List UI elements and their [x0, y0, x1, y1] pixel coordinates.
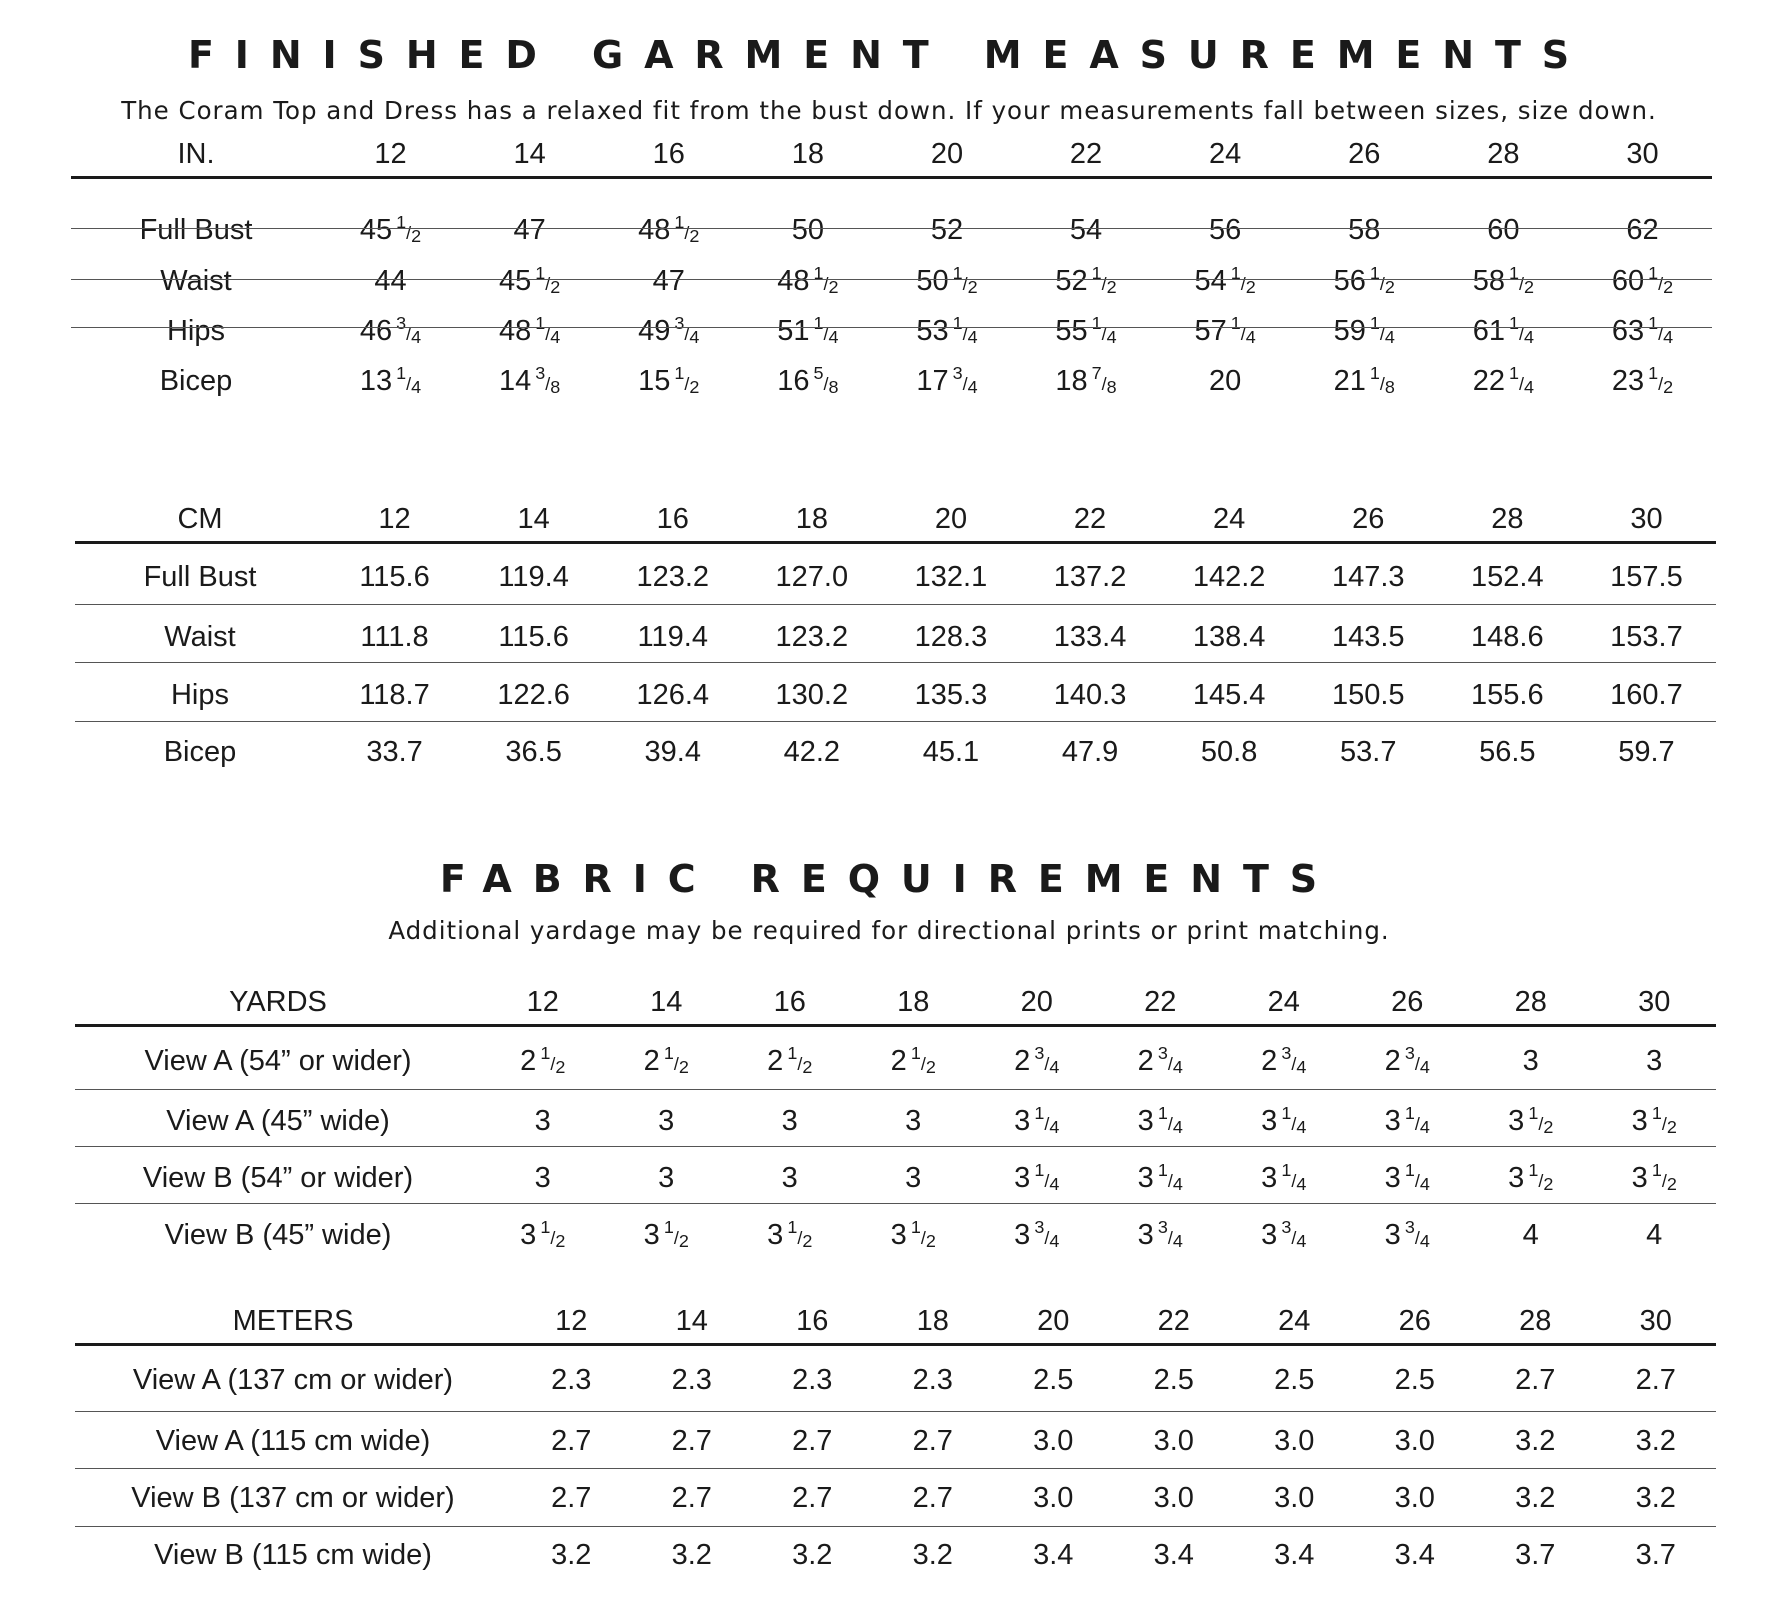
- measurement-cell: 2.5: [1274, 1363, 1315, 1396]
- measurement-cell: 2 3/4: [1137, 1042, 1183, 1078]
- measurement-cell: 2 3/4: [1384, 1042, 1430, 1078]
- size-header: 28: [1514, 985, 1547, 1018]
- size-header: 22: [1073, 502, 1107, 535]
- unit-label: IN.: [177, 137, 215, 170]
- measurement-cell: 50 1/2: [916, 262, 978, 298]
- row-label: Waist: [164, 620, 236, 653]
- fraction: 1/2: [540, 1042, 566, 1078]
- measurement-cell: 3 1/2: [520, 1216, 566, 1252]
- measurement-cell: 2.7: [551, 1481, 592, 1514]
- measurement-cell: 3: [534, 1161, 551, 1194]
- fraction: 1/4: [1230, 312, 1256, 348]
- row-label: View B (115 cm wide): [154, 1538, 432, 1571]
- fraction: 1/4: [1404, 1159, 1430, 1195]
- measurement-cell: 147.3: [1331, 560, 1405, 593]
- measurement-cell: 17 3/4: [916, 362, 978, 398]
- size-header: 28: [1519, 1304, 1552, 1337]
- size-header: 18: [897, 985, 930, 1018]
- measurement-cell: 127.0: [775, 560, 849, 593]
- measurement-cell: 3.0: [1394, 1481, 1435, 1514]
- fraction: 1/2: [1091, 262, 1117, 298]
- unit-label: METERS: [232, 1304, 354, 1337]
- measurement-cell: 3 1/4: [1014, 1159, 1060, 1195]
- measurement-cell: 2.5: [1394, 1363, 1435, 1396]
- measurement-cell: 56.5: [1479, 735, 1536, 768]
- measurement-cell: 119.4: [637, 620, 708, 653]
- measurement-cell: 2 3/4: [1014, 1042, 1060, 1078]
- measurement-cell: 2 1/2: [767, 1042, 813, 1078]
- table-header-row: [75, 1299, 1716, 1346]
- measurement-cell: 3: [905, 1161, 922, 1194]
- measurement-cell: 54: [1069, 213, 1103, 246]
- measurement-cell: 2.3: [671, 1363, 712, 1396]
- fraction: 1/2: [535, 262, 561, 298]
- measurement-cell: 137.2: [1053, 560, 1127, 593]
- fraction: 1/2: [1230, 262, 1256, 298]
- measurement-cell: 60: [1487, 213, 1520, 246]
- measurement-cell: 150.5: [1331, 678, 1405, 711]
- measurement-cell: 3: [658, 1161, 675, 1194]
- measurement-cell: 63 1/4: [1611, 312, 1674, 348]
- measurement-cell: 135.3: [914, 678, 988, 711]
- measurement-cell: 152.4: [1471, 560, 1544, 593]
- fraction: 1/2: [674, 362, 700, 398]
- measurement-cell: 55 1/4: [1055, 312, 1117, 348]
- size-header: 30: [1639, 1304, 1672, 1337]
- fraction: 1/2: [1648, 362, 1674, 398]
- measurement-cell: 45.1: [922, 735, 980, 768]
- measurement-cell: 57 1/4: [1194, 312, 1256, 348]
- fraction: 3/4: [674, 312, 700, 348]
- size-header: 12: [526, 985, 559, 1018]
- measurement-cell: 3 1/4: [1384, 1159, 1430, 1195]
- measurement-cell: 143.5: [1331, 620, 1405, 653]
- size-header: 26: [1348, 137, 1381, 170]
- measurement-cell: 49 3/4: [638, 312, 700, 348]
- fraction: 1/2: [663, 1216, 689, 1252]
- size-header: 26: [1398, 1304, 1431, 1337]
- fabric-requirements-title: FABRIC REQUIREMENTS: [439, 857, 1339, 901]
- fraction: 3/4: [1404, 1216, 1430, 1252]
- fraction: 1/2: [910, 1216, 936, 1252]
- measurement-cell: 3.0: [1153, 1481, 1194, 1514]
- fraction: 1/4: [1034, 1102, 1060, 1138]
- measurement-cell: 50.8: [1200, 735, 1258, 768]
- unit-label: YARDS: [229, 985, 327, 1018]
- fraction: 3/4: [1034, 1216, 1060, 1252]
- measurement-cell: 4: [1522, 1218, 1539, 1251]
- measurement-cell: 48 1/2: [777, 262, 839, 298]
- size-header: 18: [916, 1304, 949, 1337]
- fraction: 1/2: [1528, 1159, 1554, 1195]
- fraction: 1/4: [1157, 1159, 1183, 1195]
- measurement-cell: 48 1/4: [499, 312, 561, 348]
- fraction: 3/4: [396, 312, 422, 348]
- measurement-cell: 3 1/4: [1384, 1102, 1430, 1138]
- fraction: 1/2: [910, 1042, 936, 1078]
- size-header: 14: [513, 137, 546, 170]
- measurement-cell: 3 1/2: [1631, 1159, 1677, 1195]
- row-label: View B (137 cm or wider): [131, 1481, 455, 1514]
- measurement-cell: 130.2: [775, 678, 849, 711]
- row-divider: [75, 1411, 1716, 1412]
- fraction: 3/8: [535, 362, 561, 398]
- measurement-cell: 42.2: [783, 735, 841, 768]
- measurement-cell: 23 1/2: [1611, 362, 1674, 398]
- measurement-cell: 3 1/4: [1137, 1102, 1183, 1138]
- fraction: 3/4: [1404, 1042, 1430, 1078]
- table-row: [75, 1419, 1716, 1463]
- measurement-cell: 2.3: [912, 1363, 953, 1396]
- measurement-cell: 53 1/4: [916, 312, 978, 348]
- size-header: 28: [1491, 502, 1524, 535]
- measurement-cell: 44: [374, 264, 407, 297]
- measurement-cell: 3 3/4: [1384, 1216, 1430, 1252]
- measurement-cell: 2.7: [551, 1424, 592, 1457]
- measurement-cell: 142.2: [1192, 560, 1266, 593]
- measurement-cell: 59.7: [1618, 735, 1675, 768]
- unit-label: CM: [177, 502, 223, 535]
- measurement-cell: 3.4: [1033, 1538, 1074, 1571]
- measurement-cell: 39.4: [644, 735, 701, 768]
- size-header: 24: [1209, 137, 1242, 170]
- measurement-cell: 58 1/2: [1472, 262, 1534, 298]
- measurement-cell: 3 3/4: [1261, 1216, 1307, 1252]
- measurement-cell: 3: [1646, 1044, 1663, 1077]
- size-header: 16: [773, 985, 806, 1018]
- measurement-cell: 3: [534, 1104, 551, 1137]
- fraction: 3/4: [1281, 1042, 1307, 1078]
- measurement-cell: 3.0: [1274, 1481, 1315, 1514]
- measurement-cell: 60 1/2: [1611, 262, 1674, 298]
- measurement-cell: 3 1/4: [1137, 1159, 1183, 1195]
- row-label: Waist: [160, 264, 232, 297]
- fraction: 5/8: [813, 362, 839, 398]
- garment-measurements-title: FINISHED GARMENT MEASUREMENTS: [187, 33, 1591, 77]
- fraction: 1/2: [1651, 1159, 1677, 1195]
- fraction: 7/8: [1091, 362, 1117, 398]
- row-label: Hips: [170, 678, 229, 711]
- measurement-cell: 45 1/2: [359, 211, 422, 247]
- measurement-cell: 3.2: [912, 1538, 953, 1571]
- measurement-cell: 53.7: [1340, 735, 1397, 768]
- size-header: 14: [675, 1304, 708, 1337]
- measurement-cell: 3.7: [1515, 1538, 1556, 1571]
- measurement-cell: 126.4: [636, 678, 710, 711]
- size-header: 30: [1638, 985, 1671, 1018]
- measurement-cell: 2.7: [671, 1424, 712, 1457]
- measurement-cell: 2.7: [792, 1424, 833, 1457]
- measurement-cell: 119.4: [498, 560, 569, 593]
- fraction: 3/4: [1157, 1216, 1183, 1252]
- measurement-cell: 3.0: [1274, 1424, 1315, 1457]
- measurement-cell: 59 1/4: [1333, 312, 1395, 348]
- size-header: 16: [656, 502, 689, 535]
- measurement-cell: 2.7: [671, 1481, 712, 1514]
- fraction: 1/2: [540, 1216, 566, 1252]
- measurement-cell: 3.2: [792, 1538, 833, 1571]
- measurement-cell: 3.2: [1515, 1424, 1556, 1457]
- measurement-cell: 3.4: [1394, 1538, 1435, 1571]
- fraction: 1/2: [674, 211, 700, 247]
- row-label: View B (54” or wider): [142, 1161, 414, 1194]
- fraction: 1/2: [1648, 262, 1674, 298]
- row-label: View B (45” wide): [164, 1218, 392, 1251]
- fraction: 1/4: [1508, 362, 1534, 398]
- size-header: 12: [374, 137, 407, 170]
- measurement-cell: 155.6: [1471, 678, 1544, 711]
- measurement-cell: 14 3/8: [499, 362, 561, 398]
- size-header: 14: [517, 502, 550, 535]
- size-header: 12: [555, 1304, 588, 1337]
- measurement-cell: 2.7: [912, 1424, 953, 1457]
- measurement-cell: 3 1/2: [1631, 1102, 1677, 1138]
- measurement-cell: 56 1/2: [1333, 262, 1395, 298]
- size-header: 16: [796, 1304, 829, 1337]
- measurement-cell: 118.7: [359, 678, 430, 711]
- measurement-cell: 3.2: [1635, 1481, 1676, 1514]
- size-header: 20: [1037, 1304, 1070, 1337]
- measurement-cell: 52: [930, 213, 964, 246]
- measurement-cell: 36.5: [505, 735, 562, 768]
- fraction: 1/4: [1034, 1159, 1060, 1195]
- measurement-cell: 58: [1348, 213, 1381, 246]
- row-divider: [75, 1526, 1716, 1527]
- measurement-cell: 3.2: [671, 1538, 712, 1571]
- measurement-cell: 45 1/2: [499, 262, 561, 298]
- measurement-cell: 132.1: [914, 560, 988, 593]
- measurement-cell: 48 1/2: [638, 211, 700, 247]
- measurement-cell: 160.7: [1610, 678, 1683, 711]
- measurement-cell: 3 1/4: [1014, 1102, 1060, 1138]
- measurement-cell: 3.2: [1635, 1424, 1676, 1457]
- fraction: 1/4: [1091, 312, 1117, 348]
- measurement-cell: 3.0: [1153, 1424, 1194, 1457]
- size-header: 22: [1157, 1304, 1190, 1337]
- size-header: 26: [1352, 502, 1385, 535]
- measurement-cell: 122.6: [497, 678, 570, 711]
- measurement-cell: 3.0: [1033, 1424, 1074, 1457]
- fraction: 1/4: [1281, 1102, 1307, 1138]
- measurement-cell: 133.4: [1053, 620, 1127, 653]
- measurement-cell: 128.3: [914, 620, 988, 653]
- measurement-cell: 145.4: [1192, 678, 1266, 711]
- row-label: Bicep: [159, 364, 233, 397]
- measurement-cell: 138.4: [1192, 620, 1266, 653]
- measurement-cell: 33.7: [366, 735, 423, 768]
- measurement-cell: 47: [513, 213, 546, 246]
- measurement-cell: 3.2: [1515, 1481, 1556, 1514]
- row-label: View A (45” wide): [166, 1104, 390, 1137]
- fraction: 1/4: [1648, 312, 1674, 348]
- size-header: 12: [378, 502, 411, 535]
- measurement-cell: 3 3/4: [1014, 1216, 1060, 1252]
- measurement-cell: 3 1/2: [643, 1216, 689, 1252]
- measurement-cell: 2.5: [1033, 1363, 1074, 1396]
- size-header: 20: [930, 137, 964, 170]
- measurement-cell: 3: [905, 1104, 922, 1137]
- row-label: Full Bust: [143, 560, 257, 593]
- size-header: 20: [934, 502, 968, 535]
- size-header: 14: [650, 985, 683, 1018]
- measurement-cell: 61 1/4: [1472, 312, 1534, 348]
- fraction: 1/2: [663, 1042, 689, 1078]
- measurement-cell: 115.6: [359, 560, 430, 593]
- measurement-cell: 46 3/4: [359, 312, 422, 348]
- fraction: 1/4: [813, 312, 839, 348]
- fraction: 1/2: [1651, 1102, 1677, 1138]
- measurement-cell: 2 3/4: [1261, 1042, 1307, 1078]
- measurement-cell: 2.7: [1515, 1363, 1556, 1396]
- fraction: 1/4: [1157, 1102, 1183, 1138]
- fraction: 3/4: [1281, 1216, 1307, 1252]
- measurement-cell: 3.0: [1394, 1424, 1435, 1457]
- measurement-cell: 153.7: [1610, 620, 1683, 653]
- fraction: 1/2: [1508, 262, 1534, 298]
- fraction: 1/2: [813, 262, 839, 298]
- fraction: 1/4: [1404, 1102, 1430, 1138]
- fraction: 1/4: [952, 312, 978, 348]
- fraction: 1/8: [1369, 362, 1395, 398]
- fabric-requirements-subtitle: Additional yardage may be required for directional prints or print matching.: [388, 916, 1390, 945]
- row-label: Hips: [166, 314, 225, 347]
- measurement-cell: 2 1/2: [520, 1042, 566, 1078]
- size-header: 28: [1487, 137, 1520, 170]
- row-label: View A (54” or wider): [144, 1044, 412, 1077]
- fraction: 1/4: [1508, 312, 1534, 348]
- measurement-cell: 2.7: [1635, 1363, 1676, 1396]
- measurement-cell: 3: [781, 1104, 798, 1137]
- measurement-cell: 13 1/4: [359, 362, 422, 398]
- measurement-cell: 3 1/2: [767, 1216, 813, 1252]
- measurement-cell: 16 5/8: [777, 362, 839, 398]
- measurement-cell: 3 1/2: [890, 1216, 936, 1252]
- measurement-cell: 3 3/4: [1137, 1216, 1183, 1252]
- measurement-cell: 3.7: [1635, 1538, 1676, 1571]
- size-header: 22: [1144, 985, 1177, 1018]
- measurement-cell: 2 1/2: [890, 1042, 936, 1078]
- measurement-cell: 3 1/4: [1261, 1102, 1307, 1138]
- row-label: View A (137 cm or wider): [132, 1363, 454, 1396]
- measurement-cell: 51 1/4: [777, 312, 839, 348]
- row-label: Bicep: [163, 735, 237, 768]
- measurement-cell: 47.9: [1061, 735, 1119, 768]
- size-header: 24: [1278, 1304, 1311, 1337]
- measurement-cell: 47: [652, 264, 685, 297]
- size-header: 18: [795, 502, 828, 535]
- size-header: 16: [652, 137, 685, 170]
- measurement-cell: 50: [791, 213, 824, 246]
- measurement-cell: 3: [781, 1161, 798, 1194]
- measurement-cell: 123.2: [775, 620, 849, 653]
- measurement-cell: 15 1/2: [638, 362, 700, 398]
- measurement-cell: 3 1/2: [1508, 1159, 1554, 1195]
- table-row: [75, 1358, 1716, 1402]
- measurement-cell: 2.5: [1153, 1363, 1194, 1396]
- fraction: 1/2: [1369, 262, 1395, 298]
- measurement-cell: 52 1/2: [1055, 262, 1117, 298]
- measurement-cell: 140.3: [1053, 678, 1127, 711]
- measurement-cell: 4: [1646, 1218, 1663, 1251]
- fraction: 1/4: [535, 312, 561, 348]
- size-header: 30: [1626, 137, 1659, 170]
- measurement-cell: 2.7: [912, 1481, 953, 1514]
- fraction: 3/4: [1034, 1042, 1060, 1078]
- size-header: 18: [791, 137, 824, 170]
- size-header: 24: [1213, 502, 1246, 535]
- fraction: 3/4: [952, 362, 978, 398]
- measurement-cell: 111.8: [360, 620, 429, 653]
- fraction: 1/4: [396, 362, 422, 398]
- measurement-cell: 20: [1209, 364, 1242, 397]
- size-header: 20: [1020, 985, 1053, 1018]
- measurement-cell: 18 7/8: [1055, 362, 1117, 398]
- fraction: 1/2: [787, 1216, 813, 1252]
- fraction: 1/2: [952, 262, 978, 298]
- meters-table: [75, 0, 1716, 1598]
- size-header: 30: [1630, 502, 1663, 535]
- garment-measurements-subtitle: The Coram Top and Dress has a relaxed fit from the bust down. If your measurements fall between sizes, size down.: [121, 96, 1657, 125]
- row-label: Full Bust: [139, 213, 253, 246]
- measurement-cell: 22 1/4: [1472, 362, 1534, 398]
- table-row: [75, 1476, 1716, 1520]
- measurement-cell: 3.4: [1274, 1538, 1315, 1571]
- measurement-cell: 2.7: [792, 1481, 833, 1514]
- measurement-cell: 3.2: [551, 1538, 592, 1571]
- measurement-cell: 62: [1626, 213, 1659, 246]
- fraction: 1/2: [1528, 1102, 1554, 1138]
- row-label: View A (115 cm wide): [155, 1424, 431, 1457]
- measurement-cell: 3 1/2: [1508, 1102, 1554, 1138]
- measurement-cell: 2.3: [792, 1363, 833, 1396]
- measurement-cell: 115.6: [498, 620, 569, 653]
- measurement-cell: 2 1/2: [643, 1042, 689, 1078]
- fraction: 1/4: [1369, 312, 1395, 348]
- fraction: 1/2: [787, 1042, 813, 1078]
- measurement-cell: 3.0: [1033, 1481, 1074, 1514]
- size-header: 24: [1267, 985, 1300, 1018]
- fraction: 1/4: [1281, 1159, 1307, 1195]
- fraction: 1/2: [396, 211, 422, 247]
- measurement-cell: 56: [1209, 213, 1242, 246]
- measurement-cell: 123.2: [636, 560, 710, 593]
- measurement-cell: 3: [1522, 1044, 1539, 1077]
- measurement-cell: 21 1/8: [1333, 362, 1395, 398]
- size-header: 22: [1069, 137, 1103, 170]
- measurement-cell: 3.4: [1153, 1538, 1194, 1571]
- row-divider: [75, 1468, 1716, 1469]
- fraction: 3/4: [1157, 1042, 1183, 1078]
- table-row: [75, 1533, 1716, 1577]
- measurement-cell: 54 1/2: [1194, 262, 1256, 298]
- measurement-cell: 3: [658, 1104, 675, 1137]
- size-header: 26: [1391, 985, 1424, 1018]
- measurement-cell: 148.6: [1471, 620, 1544, 653]
- measurement-cell: 157.5: [1610, 560, 1683, 593]
- measurement-cell: 3 1/4: [1261, 1159, 1307, 1195]
- measurement-cell: 2.3: [551, 1363, 592, 1396]
